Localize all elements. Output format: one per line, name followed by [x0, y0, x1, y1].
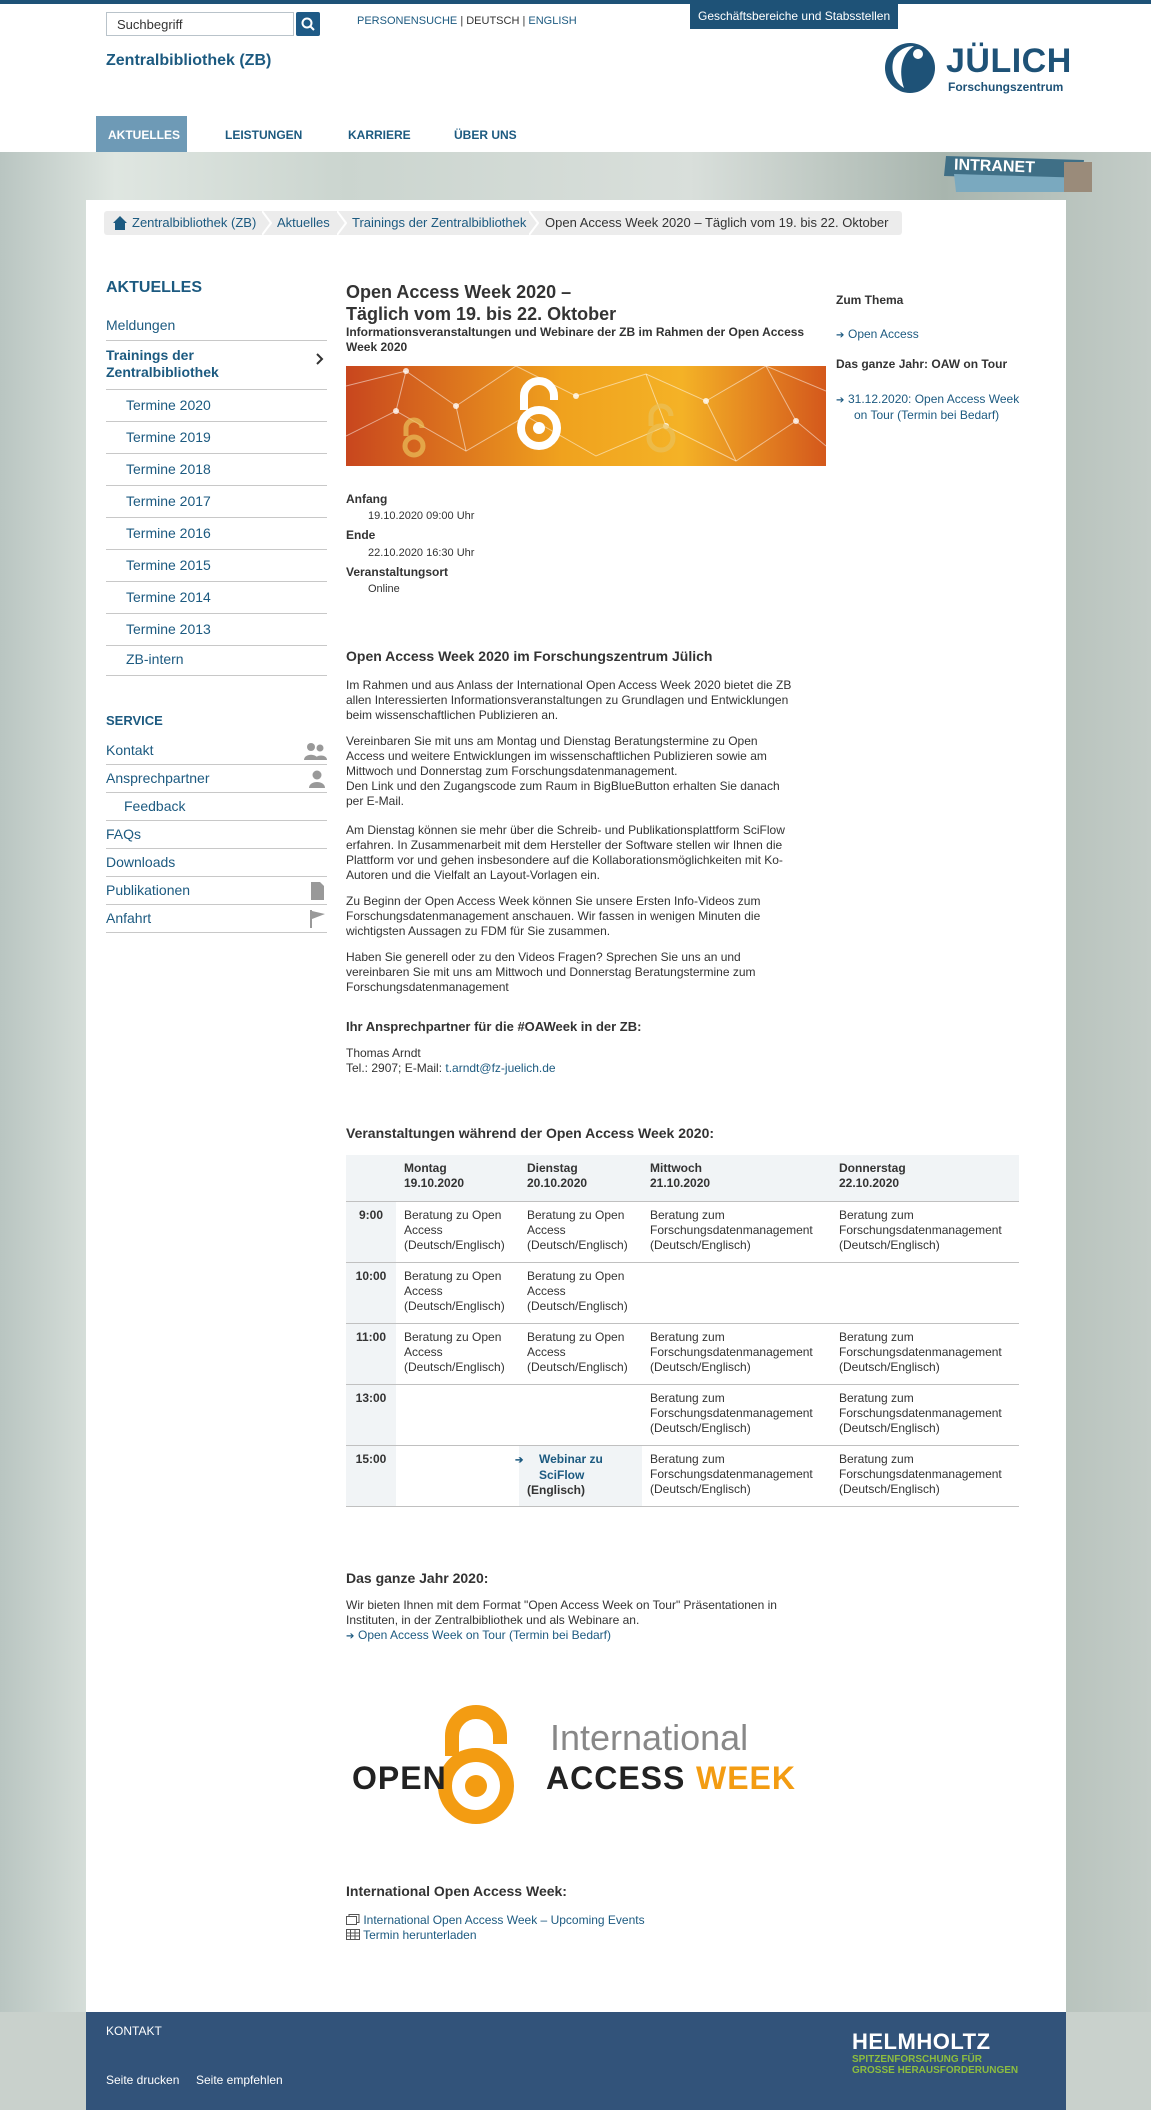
- service-feedback[interactable]: [106, 793, 327, 821]
- search-input[interactable]: [106, 12, 294, 36]
- cell-line: Access: [404, 1344, 443, 1359]
- text-line: Forschungsdatenmanagement: [346, 980, 509, 994]
- table-cell: [396, 1262, 519, 1323]
- sidebar-item-termine-2014[interactable]: [106, 582, 327, 614]
- sidebar-heading: AKTUELLES: [106, 279, 202, 296]
- service-item-label: Downloads: [106, 854, 176, 870]
- table-cell: [519, 1384, 642, 1445]
- contact-line: [346, 1061, 816, 1076]
- schedule-table: [346, 1155, 1019, 1507]
- text-line: erfahren. In Zusammenarbeit mit dem Hersteller der Software stellen wir Ihnen die: [346, 838, 783, 852]
- table-row: [346, 1384, 1019, 1445]
- cell-line: Forschungsdatenmanagement: [839, 1344, 1002, 1359]
- table-cell: [642, 1323, 831, 1384]
- anfang-label: Anfang: [346, 492, 388, 506]
- separator: |: [522, 15, 526, 27]
- cell-line: (Deutsch/Englisch): [527, 1237, 628, 1252]
- cell-line: Beratung zum: [839, 1329, 914, 1344]
- header-date: 20.10.2020: [527, 1176, 588, 1190]
- text-line: Haben Sie generell oder zu den Videos Fragen? Sprechen Sie uns an und: [346, 950, 741, 964]
- table-cell: [519, 1323, 642, 1384]
- intranet-link[interactable]: [934, 152, 1094, 192]
- intl-link-row: [346, 1928, 816, 1943]
- table-cell: [642, 1384, 831, 1445]
- sidebar-item-label: Termine 2014: [126, 589, 211, 605]
- cell-line: Beratung zu Open: [527, 1268, 625, 1283]
- ort-label: Veranstaltungsort: [346, 565, 449, 579]
- service-item-label: Anfahrt: [106, 910, 152, 926]
- intranet-label: INTRANET: [953, 156, 1036, 177]
- contact-email-link[interactable]: t.arndt@fz-juelich.de: [445, 1061, 556, 1075]
- ende-value: 22.10.2020 16:30 Uhr: [368, 547, 475, 559]
- upcoming-events-link[interactable]: International Open Access Week – Upcoming Events: [363, 1913, 645, 1927]
- ort-value: Online: [368, 583, 400, 595]
- table-header-row: [346, 1155, 1019, 1201]
- paragraph-3: [346, 823, 816, 883]
- cell-line: Access: [527, 1283, 566, 1298]
- table-header: [396, 1155, 519, 1201]
- table-cell: [642, 1201, 831, 1262]
- cell-line: (Deutsch/Englisch): [839, 1481, 940, 1496]
- table-header: [831, 1155, 1019, 1201]
- document-icon: [303, 882, 327, 900]
- header-date: 19.10.2020: [404, 1176, 465, 1190]
- nav-aktuelles[interactable]: AKTUELLES: [96, 116, 187, 152]
- people-icon: [303, 742, 327, 760]
- footer: [86, 2012, 1066, 2110]
- table-cell: [396, 1384, 519, 1445]
- cell-line: (Deutsch/Englisch): [839, 1359, 940, 1374]
- cell-line: (Deutsch/Englisch): [839, 1420, 940, 1435]
- intl-link-row: [346, 1913, 816, 1928]
- cell-line: Forschungsdatenmanagement: [839, 1222, 1002, 1237]
- header-date: 22.10.2020: [839, 1176, 900, 1190]
- sidebar-item-label: Termine 2015: [126, 557, 211, 573]
- service-publikationen[interactable]: [106, 877, 327, 905]
- cell-line: (Deutsch/Englisch): [404, 1359, 505, 1374]
- oaw-logo-access: ACCESS: [546, 1760, 686, 1796]
- table-cell: [396, 1445, 519, 1506]
- sidebar-item-termine-2016[interactable]: [106, 518, 327, 550]
- sidebar-item-termine-2018[interactable]: [106, 454, 327, 486]
- text-line: Zu Beginn der Open Access Week können Sie unsere Ersten Info-Videos zum: [346, 894, 761, 908]
- text-line: wichtigsten Aussagen zu FDM für Sie zusammen.: [346, 924, 611, 938]
- open-access-link[interactable]: Open Access: [848, 327, 919, 341]
- text-line: Autoren und die Vielfalt an Layout-Vorlagen ein.: [346, 868, 600, 882]
- paragraph-5: [346, 950, 816, 995]
- cell-line: (Deutsch/Englisch): [650, 1359, 751, 1374]
- seite-empfehlen-link[interactable]: Seite empfehlen: [196, 2073, 283, 2087]
- right-heading-zum-thema: Zum Thema: [836, 293, 904, 307]
- sidebar-item-label: Termine 2013: [126, 621, 211, 637]
- logo-subtitle: Forschungszentrum: [948, 80, 1064, 94]
- juelich-logo-icon: [884, 42, 936, 94]
- footer-kontakt-link[interactable]: KONTAKT: [106, 2024, 162, 2038]
- anfang-value: 19.10.2020 09:00 Uhr: [368, 510, 475, 522]
- breadcrumb-current: Open Access Week 2020 – Täglich vom 19. bis 22. Oktober: [545, 215, 889, 230]
- table-cell: [642, 1262, 831, 1323]
- page-title-line2: Täglich vom 19. bis 22. Oktober: [346, 304, 617, 324]
- service-kontakt[interactable]: [106, 737, 327, 765]
- cell-line: Beratung zu Open: [527, 1329, 625, 1344]
- cell-line: Beratung zum: [839, 1451, 914, 1466]
- header-day: Montag: [404, 1161, 447, 1175]
- text-line: Mittwoch und Donnerstag zum Forschungsdatenmanagement.: [346, 764, 678, 778]
- cell-line: Forschungsdatenmanagement: [839, 1466, 1002, 1481]
- oaw-on-tour-link[interactable]: Open Access Week on Tour (Termin bei Bedarf): [358, 1628, 612, 1642]
- cell-line: Access: [404, 1222, 443, 1237]
- juelich-logo[interactable]: [884, 42, 1072, 98]
- table-cell: [831, 1262, 1019, 1323]
- site-title[interactable]: Zentralbibliothek (ZB): [106, 52, 272, 69]
- cell-line: (Deutsch/Englisch): [527, 1359, 628, 1374]
- table-cell: [519, 1201, 642, 1262]
- cell-line: Beratung zu Open: [404, 1329, 502, 1344]
- person-icon: [303, 770, 327, 788]
- text-line: Am Dienstag können sie mehr über die Schreib- und Publikationsplattform SciFlow: [346, 823, 785, 837]
- sidebar-item-label: Termine 2019: [126, 429, 211, 445]
- sidebar-item-termine-2017[interactable]: [106, 486, 327, 518]
- sidebar-item-label: ZB-intern: [126, 651, 184, 667]
- time-cell: 9:00: [346, 1201, 396, 1262]
- oaw-tour-date-link[interactable]: 31.12.2020: Open Access Week: [848, 392, 1020, 406]
- table-header: [642, 1155, 831, 1201]
- header-day: Mittwoch: [650, 1161, 702, 1175]
- time-cell: 11:00: [346, 1323, 396, 1384]
- time-cell: 13:00: [346, 1384, 396, 1445]
- cell-line: (Deutsch/Englisch): [650, 1481, 751, 1496]
- sidebar-item-meldungen[interactable]: [106, 314, 327, 341]
- cell-line: Beratung zu Open: [527, 1207, 625, 1222]
- right-heading-oaw-tour: Das ganze Jahr: OAW on Tour: [836, 357, 1008, 371]
- breadcrumb: [104, 211, 902, 235]
- breadcrumb-separator-icon: [337, 211, 347, 235]
- service-ansprechpartner[interactable]: [106, 765, 327, 793]
- nav-ueber-uns[interactable]: ÜBER UNS: [454, 128, 517, 142]
- search-box: [106, 12, 319, 38]
- sidebar-item-label: Termine 2018: [126, 461, 211, 477]
- sidebar-item-label: Termine 2016: [126, 525, 211, 541]
- cell-line: (Deutsch/Englisch): [527, 1298, 628, 1313]
- service-anfahrt[interactable]: [106, 905, 327, 933]
- oaw-logo-international: International: [550, 1717, 749, 1758]
- text-line: allen Interessierten Informationsveranstaltungen zu Grundlagen und Entwicklungen: [346, 693, 789, 707]
- table-row: [346, 1201, 1019, 1262]
- section-heading-contact: Ihr Ansprechpartner für die #OAWeek in der ZB:: [346, 1019, 642, 1034]
- cell-line: Beratung zum: [650, 1207, 725, 1222]
- right-link-open-access-row: [836, 327, 919, 343]
- oaw-logo-week: WEEK: [696, 1760, 796, 1796]
- table-header-empty: [346, 1155, 396, 1201]
- sidebar-item-termine-2020[interactable]: [106, 390, 327, 422]
- table-cell: [396, 1323, 519, 1384]
- cell-line: Forschungsdatenmanagement: [650, 1405, 813, 1420]
- sidebar-item-zb-intern[interactable]: [106, 646, 327, 676]
- sidebar-item-termine-2015[interactable]: [106, 550, 327, 582]
- separator: |: [460, 15, 464, 27]
- ende-label: Ende: [346, 528, 376, 542]
- breadcrumb-separator-icon: [262, 211, 272, 235]
- table-cell: [515, 1445, 642, 1506]
- section-heading-intl: International Open Access Week:: [346, 1883, 567, 1899]
- cell-line: (Deutsch/Englisch): [404, 1237, 505, 1252]
- webinar-sciflow-link[interactable]: Webinar zu SciFlow: [539, 1451, 603, 1482]
- sidebar-item-trainings[interactable]: [106, 341, 327, 390]
- service-item-label: Publikationen: [106, 882, 191, 898]
- helmholtz-name: HELMHOLTZ: [852, 2029, 991, 2054]
- home-icon[interactable]: [112, 215, 128, 231]
- year-paragraph: [346, 1598, 816, 1644]
- cell-line: Access: [527, 1222, 566, 1237]
- right-link-tour-row: [836, 392, 1019, 423]
- page-title: [346, 281, 616, 325]
- cell-line: Forschungsdatenmanagement: [650, 1344, 813, 1359]
- table-cell: [831, 1201, 1019, 1262]
- header-day: Donnerstag: [839, 1161, 906, 1175]
- cell-line: Beratung zum: [839, 1207, 914, 1222]
- text-line: Plattform vor und gehen insbesondere auf die Kollaborationsmöglichkeiten mit Ko-: [346, 853, 783, 867]
- paragraph-2: [346, 734, 816, 809]
- cell-line: (Deutsch/Englisch): [839, 1237, 940, 1252]
- text-line: Den Link und den Zugangscode zum Raum in BigBlueButton erhalten Sie danach: [346, 779, 780, 793]
- sidebar-item-termine-2019[interactable]: [106, 422, 327, 454]
- personensuche-link[interactable]: PERSONENSUCHE: [357, 15, 458, 27]
- arrow-right-icon: ➔: [515, 1454, 524, 1466]
- cell-line: Forschungsdatenmanagement: [839, 1405, 1002, 1420]
- arrow-right-icon: ➔: [346, 1631, 355, 1642]
- table-row: [346, 1262, 1019, 1323]
- text-line: Forschungsdatenmanagement anschauen. Wir fassen in wenigen Minuten die: [346, 909, 761, 923]
- sidebar-item-label: Trainings der Zentralbibliothek: [106, 347, 219, 380]
- breadcrumb-aktuelles[interactable]: Aktuelles: [277, 215, 330, 230]
- deutsch-link[interactable]: DEUTSCH: [466, 15, 520, 27]
- top-links: [357, 15, 577, 27]
- oaw-logo-open: OPEN: [352, 1760, 447, 1796]
- table-cell: [831, 1445, 1019, 1506]
- table-row: [346, 1323, 1019, 1384]
- paragraph-1: [346, 678, 816, 723]
- service-downloads[interactable]: [106, 849, 327, 877]
- open-access-banner-image: [346, 366, 826, 466]
- nav-leistungen[interactable]: LEISTUNGEN: [225, 128, 303, 142]
- table-cell: [831, 1384, 1019, 1445]
- section-heading-fz: Open Access Week 2020 im Forschungszentrum Jülich: [346, 648, 713, 664]
- logo-name: JÜLICH: [946, 42, 1072, 80]
- text-line: vereinbaren Sie mit uns am Mittwoch und Donnerstag Beratungstermine zum: [346, 965, 756, 979]
- breadcrumb-zb[interactable]: Zentralbibliothek (ZB): [132, 215, 257, 230]
- international-oaw-logo: [346, 1700, 806, 1830]
- text-line: beim wissenschaftlichen Publizieren an.: [346, 708, 559, 722]
- calendar-events-icon: [346, 1914, 360, 1925]
- service-faqs[interactable]: [106, 821, 327, 849]
- contact-name: Thomas Arndt: [346, 1046, 421, 1060]
- cell-line: Beratung zum: [650, 1390, 725, 1405]
- table-cell: [642, 1445, 831, 1506]
- time-cell: 10:00: [346, 1262, 396, 1323]
- text-line: Vereinbaren Sie mit uns am Montag und Dienstag Beratungstermine zu Open: [346, 734, 758, 748]
- text-line: Access und weitere Entwicklungen im wissenschaftlichen Publizieren sowie am: [346, 749, 767, 763]
- text-line: Instituten, in der Zentralbibliothek und als Webinare an.: [346, 1613, 640, 1627]
- cell-line: Beratung zum: [650, 1329, 725, 1344]
- calendar-grid-icon: [346, 1929, 360, 1940]
- termin-herunterladen-link[interactable]: Termin herunterladen: [363, 1928, 477, 1942]
- cell-line: Access: [527, 1344, 566, 1359]
- contact-block: [346, 1046, 816, 1076]
- cell-line: Access: [404, 1283, 443, 1298]
- text-line: per E-Mail.: [346, 794, 405, 808]
- paragraph-4: [346, 894, 816, 939]
- geschaeftsbereiche-button[interactable]: Geschäftsbereiche und Stabsstellen: [690, 4, 898, 29]
- section-heading-schedule: Veranstaltungen während der Open Access Week 2020:: [346, 1125, 715, 1141]
- search-button[interactable]: [296, 12, 320, 36]
- service-item-label: Feedback: [124, 798, 186, 814]
- intl-links: [346, 1913, 816, 1943]
- sidebar-item-label: Termine 2017: [126, 493, 211, 509]
- sidebar-item-label: Termine 2020: [126, 397, 211, 413]
- table-header: [519, 1155, 642, 1201]
- sidebar-item-label: Meldungen: [106, 317, 176, 333]
- cell-line: Forschungsdatenmanagement: [650, 1222, 813, 1237]
- service-item-label: FAQs: [106, 826, 142, 842]
- cell-line: (Deutsch/Englisch): [650, 1237, 751, 1252]
- helmholtz-tagline-1: SPITZENFORSCHUNG FÜR: [852, 2054, 982, 2065]
- page-subtitle: Informationsveranstaltungen und Webinare der ZB im Rahmen der Open Access Week 2020: [346, 325, 805, 354]
- webinar-language: (Englisch): [527, 1482, 586, 1497]
- seite-drucken-link[interactable]: Seite drucken: [106, 2073, 180, 2087]
- breadcrumb-trainings[interactable]: Trainings der Zentralbibliothek: [352, 215, 527, 230]
- cell-line: Beratung zum: [839, 1390, 914, 1405]
- year-link-row: [346, 1628, 816, 1644]
- text-line: Wir bieten Ihnen mit dem Format "Open Access Week on Tour" Präsentationen in: [346, 1598, 777, 1612]
- chevron-right-icon: [315, 353, 325, 365]
- sidebar-item-termine-2013[interactable]: [106, 614, 327, 646]
- breadcrumb-separator-icon: [529, 211, 539, 235]
- time-cell: 15:00: [346, 1445, 396, 1506]
- cell-line: Beratung zu Open: [404, 1207, 502, 1222]
- arrow-right-icon: ➔: [836, 330, 845, 341]
- service-heading: SERVICE: [106, 713, 163, 728]
- contact-tel: Tel.: 2907; E-Mail:: [346, 1061, 446, 1075]
- table-row: [346, 1445, 1019, 1506]
- helmholtz-logo[interactable]: [852, 2030, 1042, 2090]
- service-item-label: Ansprechpartner: [106, 770, 210, 786]
- service-item-label: Kontakt: [106, 742, 154, 758]
- open-access-banner: [346, 366, 826, 466]
- cell-line: (Deutsch/Englisch): [650, 1420, 751, 1435]
- cell-line: Forschungsdatenmanagement: [650, 1466, 813, 1481]
- page-title-line1: Open Access Week 2020 –: [346, 282, 572, 302]
- flag-icon: [303, 910, 327, 928]
- arrow-right-icon: ➔: [836, 395, 845, 406]
- helmholtz-tagline-2: GROSSE HERAUSFORDERUNGEN: [852, 2065, 1019, 2076]
- header-day: Dienstag: [527, 1161, 578, 1175]
- text-line: Im Rahmen und aus Anlass der International Open Access Week 2020 bietet die ZB: [346, 678, 792, 692]
- cell-line: Beratung zum: [650, 1451, 725, 1466]
- section-heading-year: Das ganze Jahr 2020:: [346, 1570, 489, 1586]
- table-cell: [396, 1201, 519, 1262]
- cell-line: (Deutsch/Englisch): [404, 1298, 505, 1313]
- oaw-tour-date-link-cont[interactable]: on Tour (Termin bei Bedarf): [854, 408, 1000, 422]
- cell-line: Beratung zu Open: [404, 1268, 502, 1283]
- table-cell: [519, 1262, 642, 1323]
- search-icon: [296, 12, 320, 36]
- header-date: 21.10.2020: [650, 1176, 711, 1190]
- english-link[interactable]: ENGLISH: [528, 15, 577, 27]
- table-cell: [831, 1323, 1019, 1384]
- nav-karriere[interactable]: KARRIERE: [348, 128, 411, 142]
